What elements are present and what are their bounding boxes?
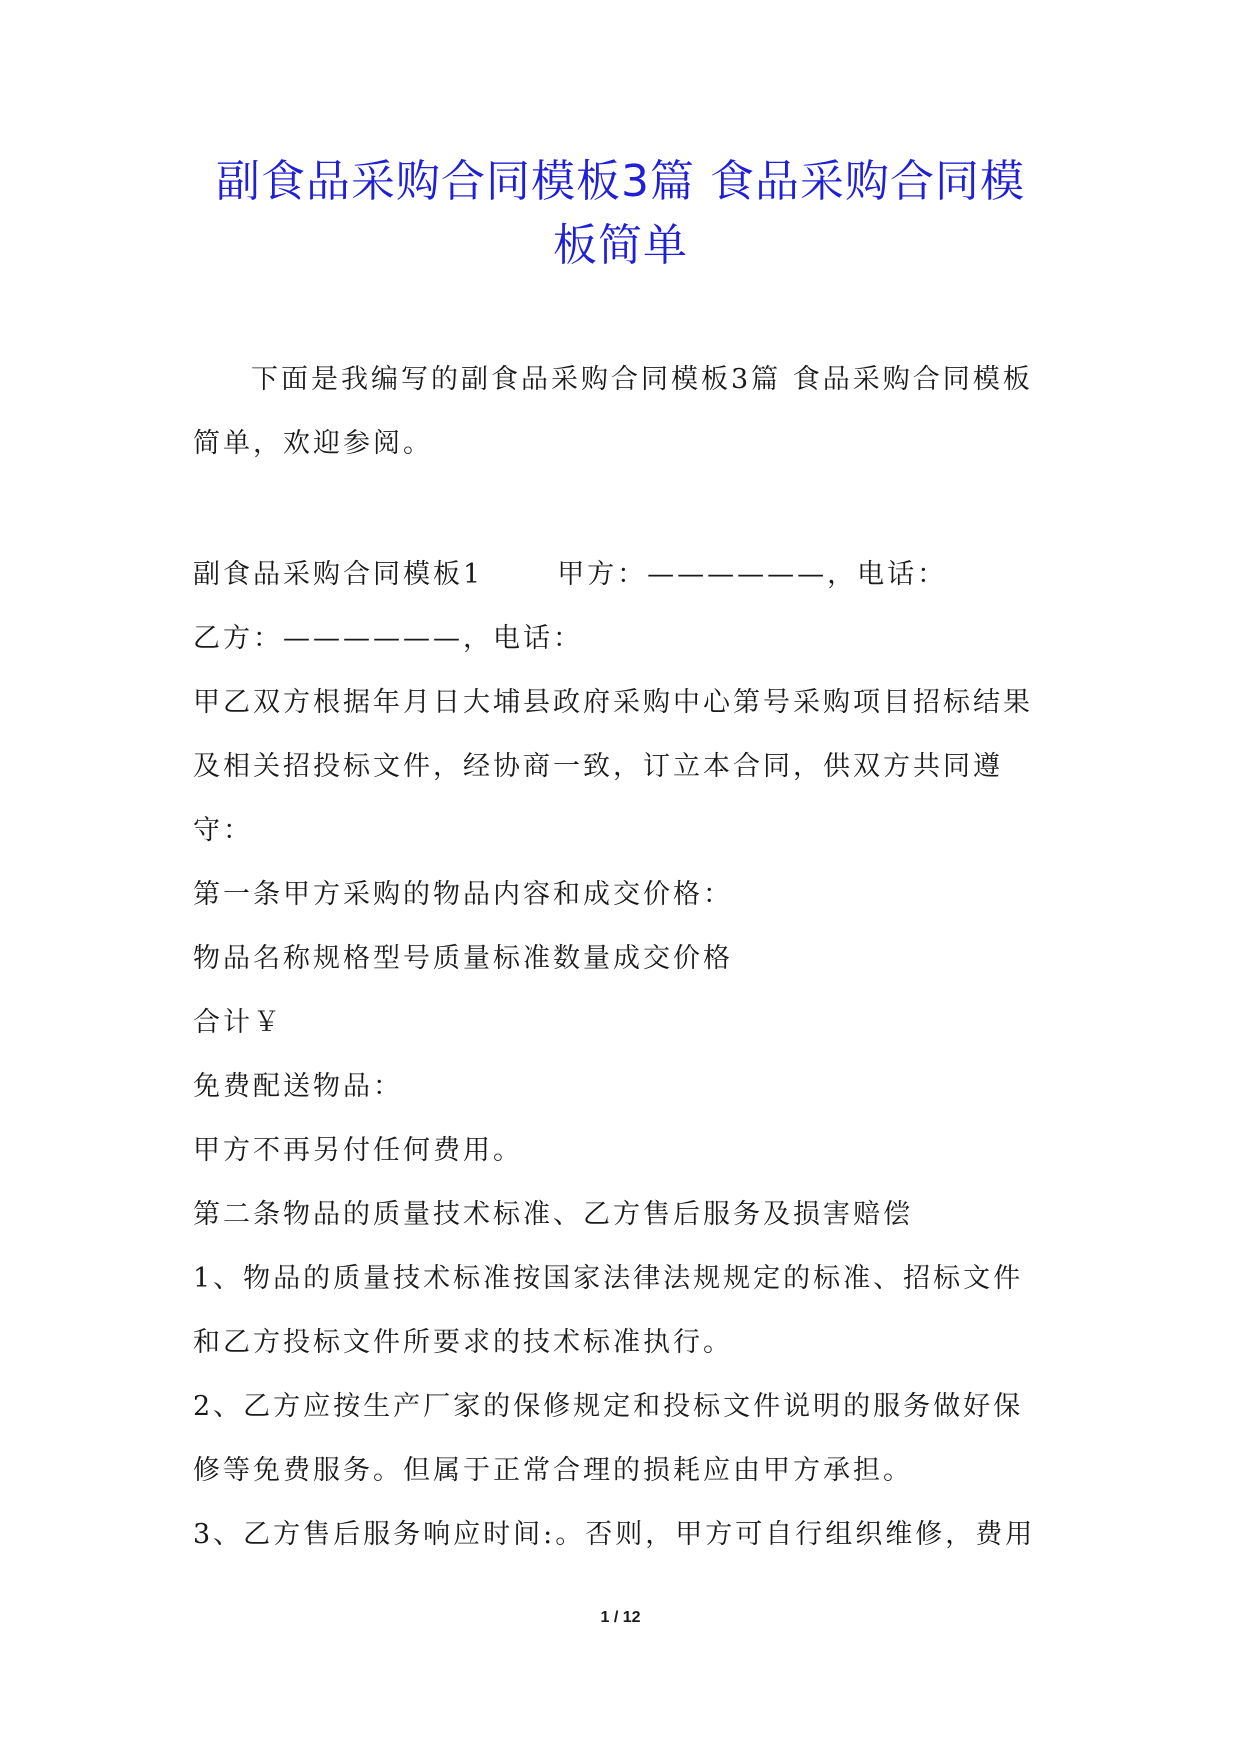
clause-1-paragraph: 1、物品的质量技术标准按国家法律法规规定的标准、招标文件和乙方投标文件所要求的技术标准执行。 xyxy=(193,1263,1024,1358)
title-line-2: 板简单 xyxy=(553,220,688,271)
article-1-heading: 第一条甲方采购的物品内容和成交价格： xyxy=(193,879,733,910)
total-line: 合计￥ xyxy=(193,1007,283,1038)
free-delivery-line: 免费配送物品： xyxy=(193,1071,403,1102)
party-b-line: 乙方：——————，电话： xyxy=(193,623,583,654)
article-2-heading: 第二条物品的质量技术标准、乙方售后服务及损害赔偿 xyxy=(193,1199,913,1230)
template-heading-line xyxy=(193,543,1053,607)
page-number: 1 / 12 xyxy=(600,1609,641,1626)
item-columns-line: 物品名称规格型号质量标准数量成交价格 xyxy=(193,943,733,974)
no-extra-fee-line: 甲方不再另付任何费用。 xyxy=(193,1135,523,1166)
intro-paragraph: 下面是我编写的副食品采购合同模板3篇 食品采购合同模板简单，欢迎参阅。 xyxy=(193,364,1033,459)
template-heading: 副食品采购合同模板1 xyxy=(193,559,484,590)
contract-body xyxy=(193,543,1053,1567)
preamble-paragraph: 甲乙双方根据年月日大埔县政府采购中心第号采购项目招标结果及相关招投标文件，经协商一致，订立本合同，供双方共同遵守： xyxy=(193,687,1033,846)
party-a-line: 甲方：——————，电话： xyxy=(557,559,948,590)
document-title xyxy=(150,150,1091,278)
clause-3-paragraph: 3、乙方售后服务响应时间:。否则，甲方可自行组织维修，费用 xyxy=(193,1519,1036,1550)
clause-2-paragraph: 2、乙方应按生产厂家的保修规定和投标文件说明的服务做好保修等免费服务。但属于正常合理的损耗应由甲方承担。 xyxy=(193,1391,1024,1486)
title-line-1: 副食品采购合同模板3篇 食品采购合同模 xyxy=(216,156,1025,207)
